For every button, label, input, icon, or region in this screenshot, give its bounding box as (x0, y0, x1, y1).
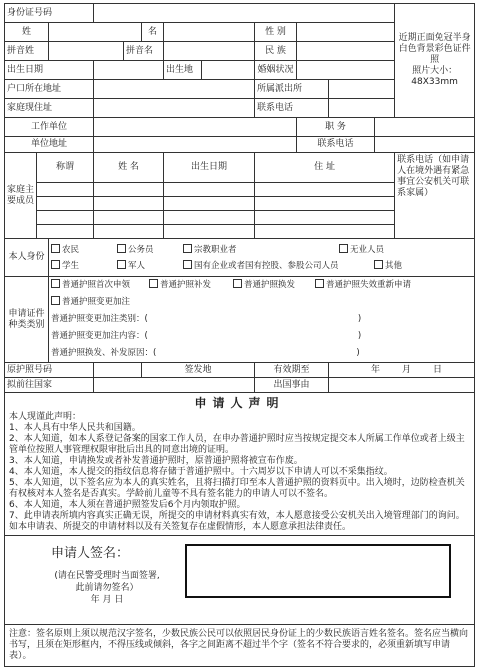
declaration-title: 申请人声明 (194, 396, 285, 410)
application-table (4, 3, 475, 667)
declaration-block (5, 393, 475, 536)
old-passport-number-label: 原护照号码 (5, 363, 94, 378)
family-row4-relation[interactable] (37, 225, 94, 239)
reissue-reason-line[interactable]: 普通护照换发、补发原因：( ) (51, 348, 360, 358)
checkbox-icon (117, 260, 126, 269)
photo-note-line2: 白色背景彩色证件照 (398, 44, 471, 65)
gender-label: 性 别 (255, 23, 297, 42)
issue-place-label: 签发地 (142, 363, 255, 378)
change-content-line[interactable]: 普通护照变更加注内容：( ) (51, 331, 362, 341)
declaration-intro: 本人现谨此声明： (9, 412, 82, 422)
identity-option-student[interactable]: 学生 (51, 258, 111, 274)
family-col-relation: 称谓 (37, 153, 94, 183)
category-renewal[interactable]: 普通护照换发 (233, 277, 309, 294)
family-row2-birth[interactable] (164, 197, 255, 211)
signature-box[interactable] (185, 544, 451, 598)
unit-phone-field[interactable] (375, 137, 475, 153)
given-name-field[interactable] (164, 23, 255, 42)
family-col-birth: 出生日期 (164, 153, 255, 183)
category-first-issue[interactable]: 普通护照首次申领 (51, 277, 143, 294)
identity-option-other[interactable]: 其他 (374, 258, 402, 274)
checkbox-icon (233, 279, 242, 288)
travel-reason-field[interactable] (329, 378, 475, 393)
marital-field[interactable] (297, 61, 395, 80)
declaration-item-6: 6、本人知道，本人须在普通护照签发后6个月内领取护照。 (9, 500, 246, 510)
family-col-name: 姓 名 (94, 153, 164, 183)
family-row1-name[interactable] (94, 183, 164, 197)
declaration-item-4: 4、本人知道，本人提交的指纹信息将存储于普通护照中。十六周岁以下申请人可以不采集指纹。 (9, 467, 393, 477)
birth-date-field[interactable] (94, 61, 164, 80)
gender-field[interactable] (297, 23, 395, 42)
home-phone-label: 联系电话 (255, 99, 329, 118)
home-address-field[interactable] (94, 99, 255, 118)
birth-place-label: 出生地 (164, 61, 202, 80)
position-label: 职 务 (297, 118, 375, 137)
unit-address-field[interactable] (94, 137, 297, 153)
work-unit-label: 工作单位 (5, 118, 94, 137)
declaration-item-2: 2、本人知道，如本人系登记备案的国家工作人员，在申办普通护照时应当按规定提交本人所属工作单位或者上级主管单位按照人事管理权限审批后出具的同意出境的证明。 (9, 434, 465, 455)
checkbox-icon (117, 244, 126, 253)
surname-label: 姓 (5, 23, 49, 42)
work-unit-field[interactable] (94, 118, 297, 137)
checkbox-icon (339, 244, 348, 253)
checkbox-icon (183, 260, 192, 269)
family-row4-birth[interactable] (164, 225, 255, 239)
photo-note-line3: 照片大小：48X33mm (411, 66, 458, 87)
marital-label: 婚姻状况 (255, 61, 297, 80)
photo-box (395, 4, 475, 118)
police-station-label: 所属派出所 (255, 80, 329, 99)
police-station-field[interactable] (329, 80, 395, 99)
photo-note-line1: 近期正面免冠半身 (398, 33, 471, 43)
old-passport-number-field[interactable] (94, 363, 142, 378)
family-row3-name[interactable] (94, 211, 164, 225)
hukou-label: 户口所在地址 (5, 80, 94, 99)
category-reapply[interactable]: 普通护照失效重新申请 (315, 277, 411, 294)
category-reissue[interactable]: 普通护照补发 (149, 277, 227, 294)
category-change-endorse[interactable]: 普通护照变更加注 (51, 294, 130, 311)
identity-label: 本人身份 (5, 239, 49, 277)
identity-option-farmer[interactable]: 农民 (51, 242, 111, 258)
pinyin-given-label: 拼音名 (124, 42, 164, 61)
identity-option-unemployed[interactable]: 无业人员 (339, 242, 384, 258)
signature-note: (请在民警受理时当面签署, 此前请勿签名） 年 月 日 (27, 570, 187, 606)
family-col-address: 住 址 (255, 153, 395, 183)
identity-option-military[interactable]: 军人 (117, 258, 177, 274)
surname-field[interactable] (49, 23, 142, 42)
given-name-label: 名 (142, 23, 164, 42)
checkbox-icon (51, 260, 60, 269)
declaration-item-3: 3、本人知道，申请换发或者补发普通护照时，原普通护照将被宣布作废。 (9, 456, 303, 466)
checkbox-icon (315, 279, 324, 288)
checkbox-icon (51, 244, 60, 253)
id-number-field[interactable] (94, 4, 395, 23)
signature-section (5, 536, 475, 625)
family-row4-address[interactable] (255, 225, 395, 239)
family-row3-relation[interactable] (37, 211, 94, 225)
family-contact-note: 联系电话（如申请人在境外遇有紧急事宜公安机关可联系家属） (395, 153, 475, 239)
declaration-item-7: 7、此申请表所填内容真实正确无误，所提交的申请材料真实有效，本人愿意接受公安机关出入境管理部门的询问。如本申请表、所提交的申请材料以及有关签复存在虚假情形，本人愿意承担法律责任。 (9, 511, 465, 532)
signature-notice: 注意：签名原则上须以规范汉字签名，少数民族公民可以依照居民身份证上的少数民族语言姓名签名。签名应当横向书写，且须在矩形框内，不得压线或倾斜，各字之间距离不超过半个字（签名不符合要求的，必须重新填写申请表）。 (5, 625, 475, 667)
category-options (49, 277, 475, 363)
family-row2-name[interactable] (94, 197, 164, 211)
declaration-item-1: 1、本人具有中华人民共和国籍。 (9, 423, 141, 433)
family-row3-birth[interactable] (164, 211, 255, 225)
identity-option-civil-servant[interactable]: 公务员 (117, 242, 177, 258)
unit-phone-label: 联系电话 (297, 137, 375, 153)
family-row1-birth[interactable] (164, 183, 255, 197)
identity-option-soe[interactable]: 国有企业或者国有控股、参股公司人员 (183, 258, 368, 274)
position-field[interactable] (375, 118, 475, 137)
signature-label: 申请人签名： (51, 546, 130, 561)
id-number-label: 身份证号码 (5, 4, 94, 23)
pinyin-surname-field[interactable] (49, 42, 124, 61)
pinyin-surname-label: 拼音姓 (5, 42, 49, 61)
family-row2-relation[interactable] (37, 197, 94, 211)
checkbox-icon (183, 244, 192, 253)
destination-field[interactable] (94, 378, 255, 393)
hukou-field[interactable] (94, 80, 255, 99)
birth-place-field[interactable] (202, 61, 255, 80)
family-row1-relation[interactable] (37, 183, 94, 197)
ethnicity-label: 民 族 (255, 42, 297, 61)
identity-options (49, 239, 475, 277)
family-side-label: 家庭主要成员 (5, 153, 37, 239)
ethnicity-field[interactable] (297, 42, 395, 61)
valid-until-date[interactable]: 年 月 日 (329, 363, 475, 378)
checkbox-icon (51, 279, 60, 288)
family-row1-address[interactable] (255, 183, 395, 197)
home-address-label: 家庭现住址 (5, 99, 94, 118)
birth-date-label: 出生日期 (5, 61, 94, 80)
signature-date: 年 月 日 (90, 595, 124, 605)
checkbox-icon (374, 260, 383, 269)
family-row4-name[interactable] (94, 225, 164, 239)
declaration-item-5: 5、本人知道，以下签名应为本人的真实姓名，且将扫描打印至本人普通护照的资料页中。出入境时，边防检查机关有权核对本人签名是否真实。学龄前儿童等不具有签名能力的申请人可以不签名。 (9, 478, 465, 499)
unit-address-label: 单位地址 (5, 137, 94, 153)
pinyin-given-field[interactable] (164, 42, 255, 61)
travel-reason-label: 出国事由 (255, 378, 329, 393)
change-item-line[interactable]: 普通护照变更加注类别：( ) (51, 314, 362, 324)
valid-until-label: 有效期至 (255, 363, 329, 378)
destination-label: 拟前往国家 (5, 378, 94, 393)
family-row2-address[interactable] (255, 197, 395, 211)
category-label: 申请证件种类类别 (5, 277, 49, 363)
home-phone-field[interactable] (329, 99, 395, 118)
checkbox-icon (149, 279, 158, 288)
family-row3-address[interactable] (255, 211, 395, 225)
checkbox-icon (51, 296, 60, 305)
identity-option-religious[interactable]: 宗教职业者 (183, 242, 333, 258)
